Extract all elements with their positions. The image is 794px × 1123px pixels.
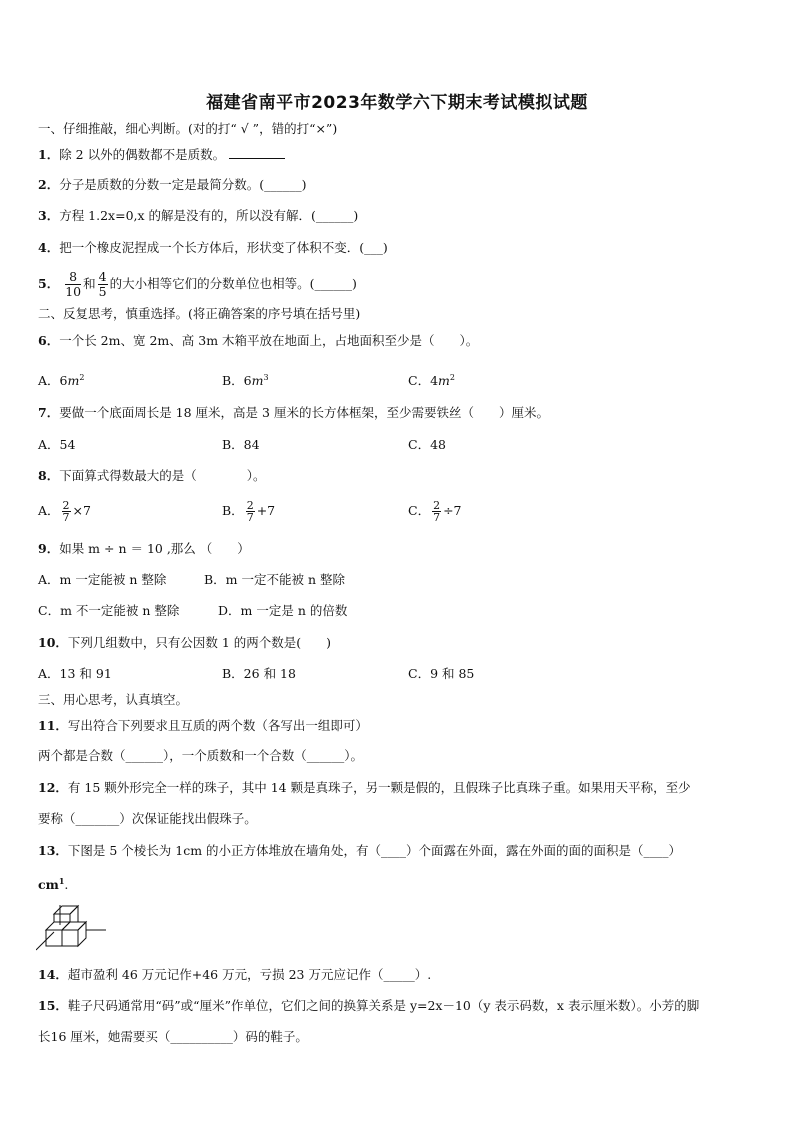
question-text: 一个长 2m、宽 2m、高 3m 木箱平放在地面上，占地面积至少是（ ）。 — [59, 333, 479, 348]
question-number: 1． — [38, 147, 60, 162]
question-15 — [38, 998, 699, 1014]
option-6b[interactable]: B．$6m^3$ — [222, 373, 269, 389]
section-2-heading: 二、反复思考，慎重选择。(将正确答案的序号填在括号里) — [38, 306, 361, 321]
question-number: 5． — [38, 276, 60, 291]
question-text: 把一个橡皮泥捏成一个长方体后，形状变了体积不变．(___) — [59, 240, 388, 255]
question-number: 2． — [38, 177, 60, 192]
question-15-line-2: 长16 厘米，她需要买（__________）码的鞋子。 — [38, 1029, 308, 1044]
answer-blank[interactable] — [229, 158, 285, 159]
question-number: 3． — [38, 208, 60, 223]
page-title: 福建省南平市2023年数学六下期末考试模拟试题 — [206, 93, 588, 113]
stacked-cubes-figure — [36, 900, 116, 952]
option-8a[interactable]: A． $\frac{2}{7}$ ×7 — [38, 499, 91, 524]
and-text: 和 — [83, 276, 96, 291]
question-number: 10． — [38, 635, 68, 650]
question-number: 4． — [38, 240, 60, 255]
question-text: 超市盈利 46 万元记作+46 万元，亏损 23 万元应记作（_____）. — [67, 967, 432, 982]
question-13-line-2: $cm^1$. — [38, 876, 69, 893]
question-text: 除 2 以外的偶数都不是质数。 — [59, 147, 226, 162]
question-10 — [38, 635, 331, 651]
question-text: 鞋子尺码通常用“码”或“厘米”作单位，它们之间的换算关系是 y=2x－10（y 表示码数，x 表示厘米数）。小芳的脚 — [67, 998, 700, 1013]
option-10a[interactable]: A．13 和 91 — [38, 666, 112, 681]
question-text: 的大小相等它们的分数单位也相等。(______) — [109, 276, 357, 291]
option-7b[interactable]: B．84 — [222, 437, 260, 452]
option-8c[interactable]: C． $\frac{2}{7}$ ÷7 — [408, 499, 462, 524]
question-text: 有 15 颗外形完全一样的珠子，其中 14 颗是真珠子，另一颗是假的，且假珠子比真珠子重。如果用天平称，至少 — [67, 780, 691, 795]
question-number: 13． — [38, 843, 68, 858]
question-12-line-2: 要称（_______）次保证能找出假珠子。 — [38, 811, 257, 826]
question-3 — [38, 208, 358, 224]
question-1 — [38, 147, 285, 163]
option-9c[interactable]: C．m 不一定能被 n 整除 — [38, 603, 180, 618]
option-9a[interactable]: A．m 一定能被 n 整除 — [38, 572, 167, 587]
question-14 — [38, 967, 431, 983]
option-9d[interactable]: D．m 一定是 n 的倍数 — [218, 603, 348, 618]
question-7 — [38, 405, 549, 421]
option-10b[interactable]: B．26 和 18 — [222, 666, 296, 681]
question-number: 14． — [38, 967, 68, 982]
option-6c[interactable]: C．$4m^2$ — [408, 373, 455, 389]
question-11 — [38, 718, 368, 734]
question-text: 下图是 5 个棱长为 1cm 的小正方体堆放在墙角处，有（____）个面露在外面，露在外面的面的面积是（____） — [67, 843, 682, 858]
question-number: 6． — [38, 333, 60, 348]
question-9 — [38, 541, 250, 557]
option-8b[interactable]: B． $\frac{2}{7}$ +7 — [222, 499, 276, 524]
question-number: 12． — [38, 780, 68, 795]
question-text: 要做一个底面周长是 18 厘米，高是 3 厘米的长方体框架，至少需要铁丝（ ）厘米。 — [59, 405, 549, 420]
question-text: 如果 m ÷ n ＝ 10 ,那么 （ ） — [59, 541, 250, 556]
fraction-8-10: $\frac{8}{10}$ — [65, 269, 82, 299]
option-9b[interactable]: B．m 一定不能被 n 整除 — [204, 572, 346, 587]
question-number: 8． — [38, 468, 60, 483]
question-number: 15． — [38, 998, 68, 1013]
question-number: 7． — [38, 405, 60, 420]
question-text: 写出符合下列要求且互质的两个数（各写出一组即可） — [67, 718, 368, 733]
question-8 — [38, 468, 265, 484]
question-6 — [38, 333, 478, 349]
question-number: 11． — [38, 718, 68, 733]
question-4 — [38, 240, 388, 256]
question-13 — [38, 843, 681, 859]
question-number: 9． — [38, 541, 60, 556]
question-text: 分子是质数的分数一定是最简分数。(______) — [59, 177, 307, 192]
fraction-4-5: $\frac{4}{5}$ — [98, 269, 107, 299]
option-10c[interactable]: C．9 和 85 — [408, 666, 475, 681]
section-3-heading: 三、用心思考，认真填空。 — [38, 692, 189, 707]
option-7c[interactable]: C．48 — [408, 437, 446, 452]
question-2 — [38, 177, 306, 193]
question-text: 下面算式得数最大的是（ ）。 — [59, 468, 266, 483]
question-5 — [38, 264, 357, 304]
option-6a[interactable]: A．$6m^2$ — [38, 373, 85, 389]
question-11-line-2: 两个都是合数（______），一个质数和一个合数（______）。 — [38, 748, 364, 763]
section-1-heading: 一、仔细推敲，细心判断。(对的打“ √ ”，错的打“×”) — [38, 121, 338, 136]
question-12 — [38, 780, 691, 796]
option-7a[interactable]: A．54 — [38, 437, 76, 452]
question-text: 方程 1.2x=0,x 的解是没有的，所以没有解．(______) — [59, 208, 359, 223]
question-text: 下列几组数中，只有公因数 1 的两个数是( ) — [67, 635, 332, 650]
